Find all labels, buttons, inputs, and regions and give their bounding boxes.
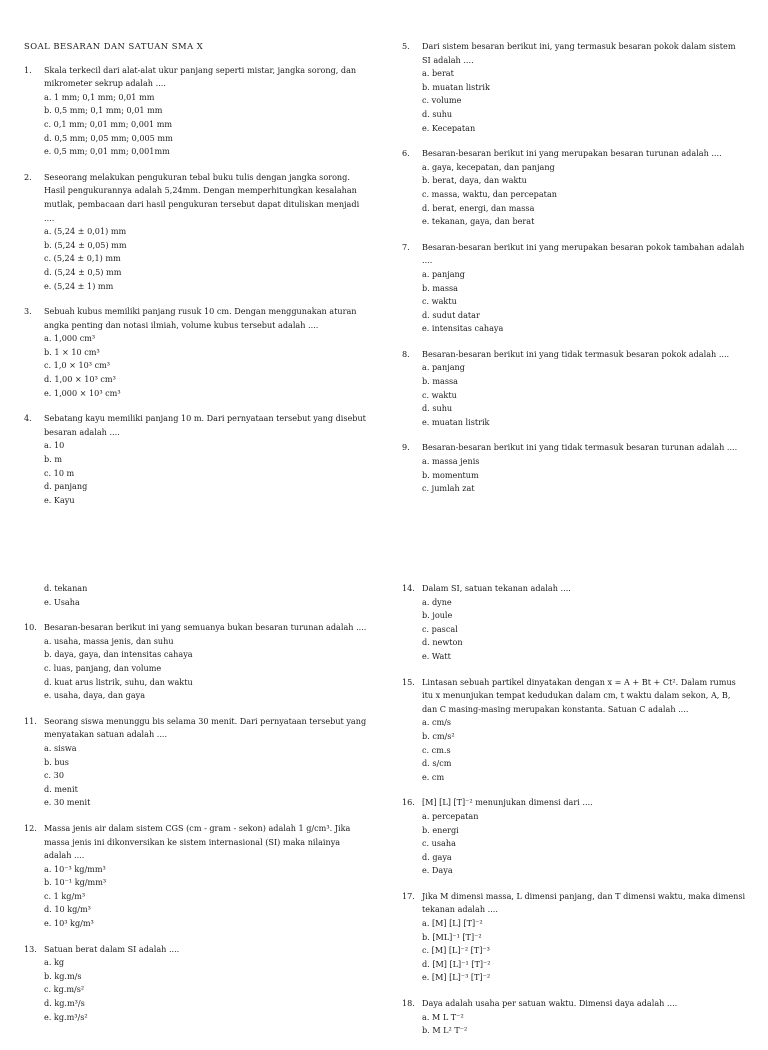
option: c. 10 m [44, 467, 75, 478]
option: a. panjang [422, 362, 465, 373]
option: e. 10³ kg/m³ [44, 918, 94, 929]
question-number: 8. [402, 348, 410, 359]
option: b. massa [422, 376, 458, 387]
question-text: Dalam SI, satuan tekanan adalah .... [422, 583, 571, 593]
question-number: 10. [24, 622, 37, 633]
question-item [402, 890, 746, 985]
option: b. 0,5 mm; 0,1 mm; 0,01 mm [44, 105, 163, 116]
option: b. kg.m/s [44, 970, 82, 981]
option: c. (5,24 ± 0,1) mm [44, 253, 121, 264]
option: d. kuat arus listrik, suhu, dan waktu [44, 676, 193, 687]
question-body [44, 305, 368, 400]
option: e. Kayu [44, 494, 75, 505]
option: c. volume [422, 95, 462, 106]
question-number: 5. [402, 41, 410, 51]
option: d. tekanan [44, 583, 88, 593]
question-number: 2. [24, 171, 32, 182]
question-body [44, 171, 368, 293]
option: d. 1,00 × 10³ cm³ [44, 374, 116, 385]
option: c. 1,0 × 10³ cm³ [44, 360, 111, 371]
question-number: 18. [402, 998, 415, 1009]
option: a. siswa [44, 742, 77, 753]
question-number: 3. [24, 306, 32, 317]
question-body [44, 943, 368, 1025]
question-item [24, 171, 368, 293]
question-item [402, 441, 746, 495]
option: c. [M] [L]⁻² [T]⁻³ [422, 945, 490, 956]
question-text: Besaran-besaran berikut ini yang tidak termasuk besaran pokok adalah .... [422, 348, 730, 359]
option: c. massa, waktu, dan percepatan [422, 188, 557, 199]
question-text: Besaran-besaran berikut ini yang merupakan besaran turunan adalah .... [422, 148, 722, 159]
option: e. kg.m³/s² [44, 1011, 88, 1022]
option: e. Watt [422, 650, 451, 661]
option: c. waktu [422, 389, 457, 400]
question-text: [M] [L] [T]⁻² menunjukan dimensi dari .... [422, 797, 593, 808]
option: d. s/cm [422, 758, 452, 769]
option: d. sudut datar [422, 309, 480, 320]
question-text: Seorang siswa menunggu bis selama 30 menit. Dari pernyataan tersebut yang menyatakan satuan adalah .... [44, 715, 367, 740]
option: d. berat, energi, dan massa [422, 202, 535, 213]
question-body [422, 147, 746, 229]
option: b. daya, gaya, dan intensitas cahaya [44, 649, 193, 660]
option: a. dyne [422, 596, 452, 607]
option: e. [M] [L]⁻³ [T]⁻² [422, 972, 491, 983]
question-number: 15. [402, 676, 415, 687]
question-body [422, 441, 746, 495]
page2-left-column [24, 582, 368, 1036]
option: c. jumlah zat [422, 483, 475, 494]
option: e. (5,24 ± 1) mm [44, 280, 114, 291]
option: d. kg.m³/s [44, 998, 85, 1009]
option: e. muatan listrik [422, 416, 490, 427]
option: d. (5,24 ± 0,5) mm [44, 266, 122, 277]
option: b. cm/s² [422, 730, 455, 741]
option: e. Daya [422, 865, 453, 876]
option: d. [M] [L]⁻¹ [T]⁻² [422, 958, 491, 969]
question-body [44, 715, 368, 810]
option: c. cm.s [422, 744, 451, 755]
option: a. usaha, massa jenis, dan suhu [44, 635, 174, 646]
option: d. 0,5 mm; 0,05 mm; 0,005 mm [44, 132, 173, 143]
continued-options [24, 582, 368, 609]
option: a. gaya, kecepatan, dan panjang [422, 161, 555, 172]
option: a. berat [422, 68, 454, 79]
option: c. 1 kg/m³ [44, 890, 86, 901]
option: b. 1 × 10 cm³ [44, 346, 100, 357]
question-body [422, 348, 746, 430]
option: e. 1,000 × 10³ cm³ [44, 387, 121, 398]
question-item [24, 412, 368, 507]
option: a. [M] [L] [T]⁻² [422, 918, 483, 929]
question-list [24, 621, 368, 1024]
question-text: Satuan berat dalam SI adalah .... [44, 943, 180, 954]
option: b. muatan listrik [422, 81, 490, 92]
option: c. usaha [422, 838, 456, 849]
question-item [24, 305, 368, 400]
question-list [402, 582, 746, 1038]
question-text: Seseorang melakukan pengukuran tebal buku tulis dengan jangka sorong. Hasil pengukurannya adalah 5,24mm. Dengan memperhitungkan kesalahan mutlak, pembacaan dari hasil pengukuran tersebut dapat dituliskan menjadi .... [44, 171, 360, 223]
option: a. percepatan [422, 810, 479, 821]
option: c. waktu [422, 296, 457, 307]
question-text: Daya adalah usaha per satuan waktu. Dimensi daya adalah .... [422, 998, 678, 1009]
question-item [24, 621, 368, 703]
question-list [402, 40, 746, 496]
question-body [422, 796, 746, 878]
option: a. 10 [44, 440, 65, 451]
question-item [402, 241, 746, 336]
option: a. 10⁻³ kg/mm³ [44, 863, 106, 874]
question-number: 13. [24, 943, 37, 954]
question-number: 17. [402, 890, 415, 901]
page1-right-column [402, 40, 746, 508]
option: e. tekanan, gaya, dan berat [422, 216, 535, 227]
option: b. 10⁻¹ kg/mm³ [44, 877, 107, 888]
option: b. energi [422, 824, 459, 835]
question-list [24, 64, 368, 508]
option: c. 30 [44, 770, 64, 781]
option: e. Usaha [44, 596, 80, 607]
option: a. M L T⁻² [422, 1011, 464, 1022]
page2-right-column [402, 582, 746, 1050]
option: a. kg [44, 957, 65, 968]
option: d. suhu [422, 108, 453, 119]
question-body [44, 822, 368, 931]
option: b. berat, daya, dan waktu [422, 175, 527, 186]
question-text: Besaran-besaran berikut ini yang merupakan besaran pokok tambahan adalah .... [422, 241, 745, 266]
document-title: SOAL BESARAN DAN SATUAN SMA X [24, 41, 204, 51]
option: a. 1,000 cm³ [44, 333, 96, 344]
option: e. Kecepatan [422, 122, 476, 133]
option: e. 30 menit [44, 797, 91, 808]
question-number: 6. [402, 148, 410, 159]
question-item [402, 796, 746, 878]
question-body [422, 582, 746, 664]
question-text: Jika M dimensi massa, L dimensi panjang, dan T dimensi waktu, maka dimensi tekanan adalah .... [422, 890, 746, 915]
question-number: 16. [402, 797, 415, 808]
option: d. panjang [44, 481, 88, 492]
question-body [422, 997, 746, 1038]
question-body [422, 241, 746, 336]
question-text: Sebatang kayu memiliki panjang 10 m. Dari pernyataan tersebut yang disebut besaran adalah .... [44, 413, 366, 437]
option: e. cm [422, 771, 445, 782]
option: a. 1 mm; 0,1 mm; 0,01 mm [44, 91, 155, 102]
option: a. massa jenis [422, 456, 480, 467]
option: a. cm/s [422, 717, 452, 728]
option: d. 10 kg/m³ [44, 904, 91, 915]
question-number: 7. [402, 241, 410, 252]
question-number: 12. [24, 822, 37, 833]
option: d. newton [422, 637, 463, 648]
option: a. (5,24 ± 0,01) mm [44, 226, 127, 237]
question-item [402, 348, 746, 430]
question-text: Besaran-besaran berikut ini yang tidak termasuk besaran turunan adalah .... [422, 442, 738, 453]
option: e. 0,5 mm; 0,01 mm; 0,001mm [44, 146, 170, 157]
question-item [402, 147, 746, 229]
question-number: 11. [24, 715, 37, 726]
option: c. kg.m/s² [44, 984, 85, 995]
option: c. 0,1 mm; 0,01 mm; 0,001 mm [44, 118, 173, 129]
option: d. menit [44, 783, 78, 794]
question-item [402, 40, 746, 135]
question-text: Besaran-besaran berikut ini yang semuanya bukan besaran turunan adalah .... [44, 622, 367, 633]
option: d. gaya [422, 851, 452, 862]
question-item [24, 64, 368, 159]
option: d. suhu [422, 403, 453, 414]
question-item [24, 943, 368, 1025]
question-item [402, 582, 746, 664]
question-number: 9. [402, 442, 410, 453]
question-body [44, 64, 368, 159]
option: a. panjang [422, 268, 465, 279]
question-body [422, 676, 746, 785]
option: e. usaha, daya, dan gaya [44, 690, 146, 701]
option: b. joule [422, 610, 453, 621]
question-number: 14. [402, 583, 415, 593]
page1-left-column [24, 40, 368, 519]
option: e. intensitas cahaya [422, 323, 504, 334]
question-text: Dari sistem besaran berikut ini, yang termasuk besaran pokok dalam sistem SI adalah .... [422, 41, 736, 65]
question-body [44, 621, 368, 703]
option: b. massa [422, 282, 458, 293]
question-item [24, 715, 368, 810]
option: b. bus [44, 756, 69, 767]
question-item [402, 676, 746, 785]
question-body [44, 412, 368, 507]
option: b. [ML]⁻¹ [T]⁻² [422, 931, 482, 942]
option: b. momentum [422, 469, 479, 480]
question-text: Lintasan sebuah partikel dinyatakan dengan x = A + Bt + Ct². Dalam rumus itu x menunjukan tempat kedudukan dalam cm, t waktu dalam sekon, A, B, dan C masing-masing merupakan konstanta. Satuan C adalah .... [422, 676, 736, 714]
option: c. luas, panjang, dan volume [44, 662, 162, 673]
question-number: 4. [24, 413, 32, 424]
option: b. M L² T⁻² [422, 1025, 468, 1036]
question-text: Massa jenis air dalam sistem CGS (cm - gram - sekon) adalah 1 g/cm³. Jika massa jenis ini dikonversikan ke sistem internasional (SI) maka nilainya adalah .... [44, 822, 351, 861]
question-item [24, 822, 368, 931]
option: b. (5,24 ± 0,05) mm [44, 239, 127, 250]
question-body [422, 890, 746, 985]
question-number: 1. [24, 64, 32, 75]
question-body [422, 40, 746, 135]
option: b. m [44, 454, 63, 465]
question-text: Skala terkecil dari alat-alat ukur panjang seperti mistar, jangka sorong, dan mikrometer sekrup adalah .... [44, 64, 357, 89]
option: c. pascal [422, 623, 458, 634]
question-text: Sebuah kubus memiliki panjang rusuk 10 cm. Dengan menggunakan aturan angka penting dan notasi ilmiah, volume kubus tersebut adalah .... [44, 306, 357, 330]
question-item [402, 997, 746, 1038]
